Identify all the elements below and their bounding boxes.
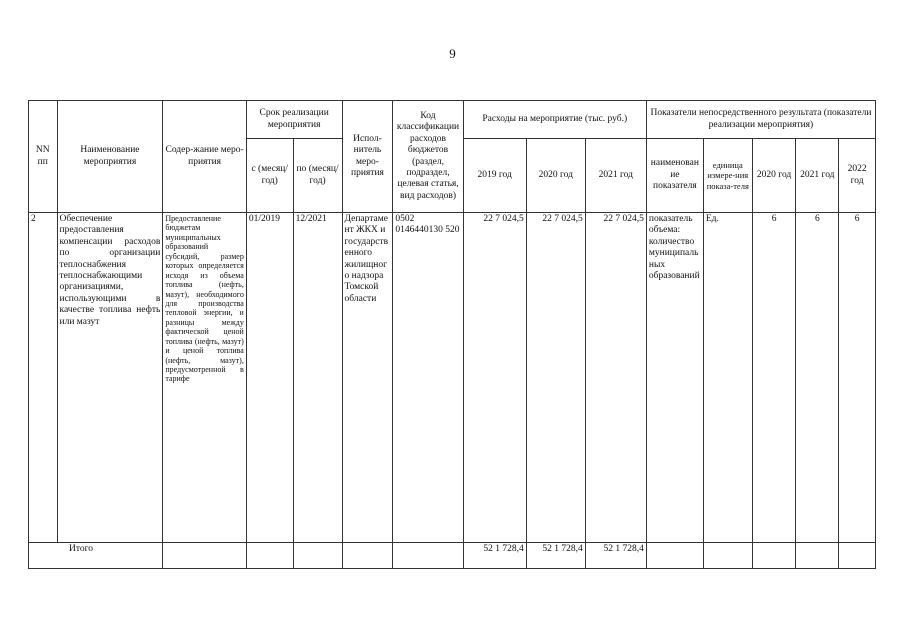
header-ind-2022: 2022 год — [839, 139, 876, 213]
row-ind-2021: 6 — [796, 213, 839, 543]
total-empty-cell — [703, 543, 752, 569]
total-empty-cell — [342, 543, 393, 569]
total-exp-2020: 52 1 728,4 — [526, 543, 585, 569]
row-ind-2022: 6 — [839, 213, 876, 543]
header-exp-2019: 2019 год — [463, 139, 526, 213]
total-label: Итого — [29, 543, 163, 569]
header-term-from: с (месяц/ год) — [246, 139, 293, 213]
total-empty-cell — [796, 543, 839, 569]
header-ind-2020: 2020 год — [752, 139, 796, 213]
row-term-from: 01/2019 — [246, 213, 293, 543]
header-ind-name: наименование показателя — [646, 139, 703, 213]
total-empty-cell — [646, 543, 703, 569]
header-executor: Испол-нитель меро-приятия — [342, 101, 393, 213]
row-exp-2020: 22 7 024,5 — [526, 213, 585, 543]
header-expenses: Расходы на мероприятие (тыс. руб.) — [463, 101, 646, 139]
row-content: Предоставление бюджетам муниципальных образований субсидий, размер которых определяется исходя из объема топлива (нефть, мазут), необходимого для производства тепловой энергии, и разницы между фактической ценой топлива (нефть, мазут) и ценой топлива (нефть, мазут), предусмотренной в тарифе — [163, 213, 246, 543]
total-row — [29, 543, 876, 569]
header-indicators: Показатели непосредственного результата (показатели реализации мероприятия) — [646, 101, 875, 139]
total-exp-2019: 52 1 728,4 — [463, 543, 526, 569]
page-number: 9 — [449, 46, 456, 61]
header-term-to: по (месяц/ год) — [293, 139, 342, 213]
row-ind-unit: Ед. — [703, 213, 752, 543]
row-exp-2019: 22 7 024,5 — [463, 213, 526, 543]
measures-table — [28, 100, 876, 569]
row-nn: 2 — [29, 213, 58, 543]
total-empty-cell — [752, 543, 796, 569]
header-exp-2020: 2020 год — [526, 139, 585, 213]
row-executor: Департамент ЖКХ и государственного жилищного надзора Томской области — [342, 213, 393, 543]
header-nn: NN пп — [29, 101, 58, 213]
row-name: Обеспечение предоставления компенсации расходов по организации теплоснабжения теплоснабжающими организациями, использующими в качестве топлива нефть или мазут — [57, 213, 163, 543]
header-ind-unit: единица измере-ния показа-теля — [703, 139, 752, 213]
row-exp-2021: 22 7 024,5 — [585, 213, 646, 543]
header-exp-2021: 2021 год — [585, 139, 646, 213]
total-empty-cell — [163, 543, 246, 569]
table-row — [29, 213, 876, 543]
total-exp-2021: 52 1 728,4 — [585, 543, 646, 569]
total-empty-cell — [393, 543, 463, 569]
row-ind-2020: 6 — [752, 213, 796, 543]
total-empty-cell — [293, 543, 342, 569]
total-empty-cell — [839, 543, 876, 569]
row-code: 0502 0146440130 520 — [393, 213, 463, 543]
header-content: Содер-жание меро-приятия — [163, 101, 246, 213]
header-name: Наименование мероприятия — [57, 101, 163, 213]
row-ind-name: показатель объема: количество муниципальных образований — [646, 213, 703, 543]
header-code: Код классификации расходов бюджетов (раздел, подраздел, целевая статья, вид расходов) — [393, 101, 463, 213]
total-empty-cell — [246, 543, 293, 569]
header-ind-2021: 2021 год — [796, 139, 839, 213]
header-term: Срок реализации мероприятия — [246, 101, 342, 139]
row-term-to: 12/2021 — [293, 213, 342, 543]
